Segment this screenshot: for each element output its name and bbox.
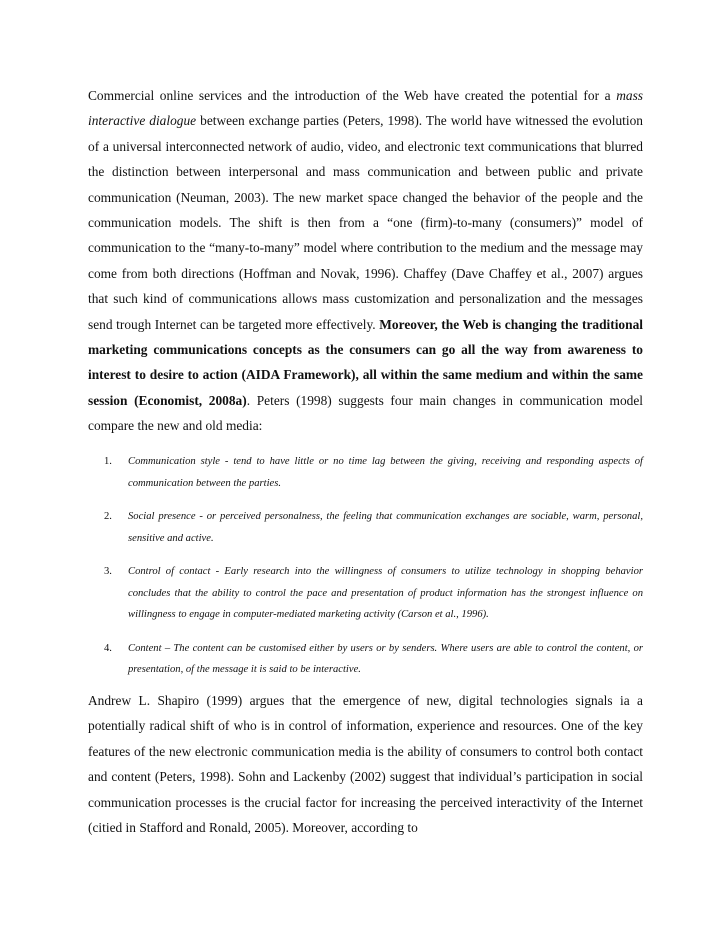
- list-item: [88, 506, 643, 549]
- paragraph-intro-text-b: between exchange parties (Peters, 1998). The world have witnessed the evolution of a universal interconnected network of audio, video, and electronic text communications that blurred the distinction between interpersonal and mass communication and between public and private communication (Neuman, 2003). The new market space changed the behavior of the people and the communication models. The shift is then from a “one (firm)-to-many (consumers)” model of communication to the “many-to-many” model where contribution to the medium and the message may come from both directions (Hoffman and Novak, 1996). Chaffey (Dave Chaffey et al., 2007) argues that such kind of communications allows mass customization and personalization and the messages send trough Internet can be targeted more effectively.: [88, 113, 643, 332]
- list-item: [88, 561, 643, 626]
- paragraph-shapiro: Andrew L. Shapiro (1999) argues that the emergence of new, digital technologies signals ia a potentially radical shift of who is in control of information, experience and resources. One of the key features of the new electronic communication media is the ability of consumers to control both contact and content (Peters, 1998). Sohn and Lackenby (2002) suggest that individual’s participation in social communication processes is the crucial factor for increasing the perceived interactivity of the Internet (citied in Stafford and Ronald, 2005). Moreover, according to: [88, 693, 643, 836]
- paragraph-intro-text-c: . Peters (1998) suggests four main changes in communication model compare the new and old media:: [88, 392, 643, 434]
- paragraph-intro: [88, 83, 643, 439]
- list-item-number: 1.: [104, 456, 112, 467]
- bold-aida-statement: Moreover, the Web is changing the traditional marketing communications concepts as the consumers can go all the way from awareness to interest to desire to action (AIDA Framework), all within the same medium and within the same session (Economist, 2008a): [88, 316, 643, 408]
- list-item: [88, 638, 643, 681]
- list-item-number: 4.: [104, 642, 112, 654]
- list-item-text: Content – The content can be customised either by users or by senders. Where users are able to control the content, or presentation, of the message it is said to be interactive.: [128, 642, 643, 675]
- list-item-number: 2.: [104, 511, 112, 522]
- emphasis-mass-interactive-dialogue: mass interactive dialogue: [88, 88, 643, 129]
- list-item-text: Social presence - or perceived personalness, the feeling that communication exchanges are sociable, warm, personal, sensitive and active.: [128, 511, 643, 544]
- communication-changes-list: [88, 451, 643, 693]
- list-item: [88, 451, 643, 494]
- list-item-text: Communication style - tend to have little or no time lag between the giving, receiving and responding aspects of communication between the parties.: [128, 456, 643, 489]
- paragraph-intro-text-a: Commercial online services and the introduction of the Web have created the potential for a: [88, 88, 617, 103]
- list-item-text: Control of contact - Early research into the willingness of consumers to utilize technology in shopping behavior concludes that the ability to control the pace and presentation of product information has the strongest influence on willingness to engage in computer-mediated marketing activity (Carson et al., 1996).: [128, 566, 643, 620]
- list-item-number: 3.: [104, 566, 112, 577]
